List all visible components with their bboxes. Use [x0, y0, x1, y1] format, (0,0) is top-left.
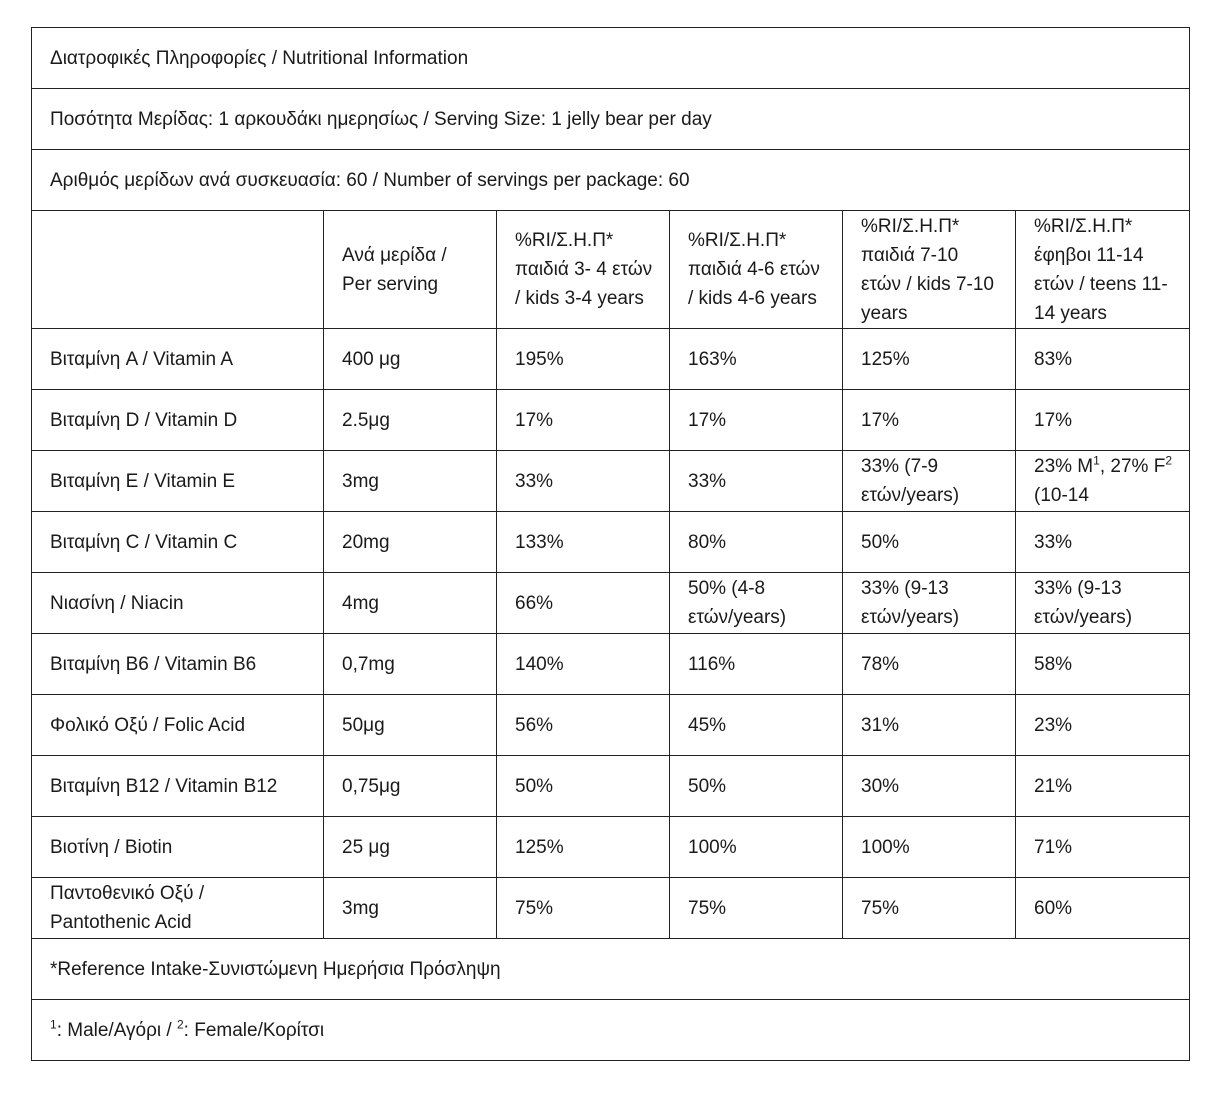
nutrient-name: Βιταμίνη E / Vitamin E [32, 451, 324, 512]
table-row [32, 573, 1190, 634]
ri-kids-3-4: 140% [497, 634, 670, 695]
ri-kids-4-6: 50% (4-8 ετών/years) [670, 573, 843, 634]
footnote [32, 1000, 1190, 1061]
per-serving-value: 3mg [324, 451, 497, 512]
per-serving-value: 3mg [324, 878, 497, 939]
nutrient-name: Φολικό Οξύ / Folic Acid [32, 695, 324, 756]
ri-kids-4-6: 75% [670, 878, 843, 939]
ri-teens-11-14: 33% [1016, 512, 1190, 573]
ri-kids-7-10: 31% [843, 695, 1016, 756]
nutrient-name: Βιταμίνη C / Vitamin C [32, 512, 324, 573]
reference-note-row [32, 939, 1190, 1000]
header-cell-kids-4-6: %RI/Σ.Η.Π* παιδιά 4-6 ετών / kids 4-6 years [670, 211, 843, 329]
ri-kids-4-6: 163% [670, 329, 843, 390]
ri-teens-11-14: 58% [1016, 634, 1190, 695]
serving-size-row [32, 89, 1190, 150]
ri-kids-3-4: 17% [497, 390, 670, 451]
title-row [32, 28, 1190, 89]
ri-kids-3-4: 133% [497, 512, 670, 573]
ri-kids-7-10: 17% [843, 390, 1016, 451]
ri-teens-11-14: 21% [1016, 756, 1190, 817]
ri-teens-part2: , 27% F [1099, 456, 1166, 477]
ri-kids-4-6: 33% [670, 451, 843, 512]
ri-teens-part1: 23% M [1034, 456, 1094, 477]
table-row [32, 756, 1190, 817]
ri-teens-11-14: 60% [1016, 878, 1190, 939]
ri-teens-11-14 [1016, 451, 1190, 512]
table-title: Διατροφικές Πληροφορίες / Nutritional Information [32, 28, 1190, 89]
ri-teens-11-14: 23% [1016, 695, 1190, 756]
ri-kids-4-6: 50% [670, 756, 843, 817]
ri-kids-7-10: 75% [843, 878, 1016, 939]
ri-kids-3-4: 33% [497, 451, 670, 512]
footnote-male: : Male/Αγόρι / [56, 1019, 177, 1041]
ri-teens-part3: (10-14 [1034, 485, 1089, 506]
ri-kids-4-6: 80% [670, 512, 843, 573]
per-serving-value: 0,7mg [324, 634, 497, 695]
ri-kids-7-10: 50% [843, 512, 1016, 573]
ri-kids-7-10: 33% (9-13 ετών/years) [843, 573, 1016, 634]
ri-kids-3-4: 195% [497, 329, 670, 390]
footnote-female: : Female/Κορίτσι [183, 1019, 325, 1041]
ri-kids-4-6: 116% [670, 634, 843, 695]
per-serving-value: 2.5μg [324, 390, 497, 451]
table-row [32, 329, 1190, 390]
header-cell-teens-11-14: %RI/Σ.Η.Π* έφηβοι 11-14 ετών / teens 11-14 years [1016, 211, 1190, 329]
header-cell-kids-7-10: %RI/Σ.Η.Π* παιδιά 7-10 ετών / kids 7-10 years [843, 211, 1016, 329]
reference-note: *Reference Intake-Συνιστώμενη Ημερήσια Πρόσληψη [32, 939, 1190, 1000]
ri-kids-7-10: 33% (7-9 ετών/years) [843, 451, 1016, 512]
nutrient-name: Βιταμίνη D / Vitamin D [32, 390, 324, 451]
nutrient-name: Νιασίνη / Niacin [32, 573, 324, 634]
table-row [32, 817, 1190, 878]
header-cell-kids-3-4: %RI/Σ.Η.Π* παιδιά 3- 4 ετών / kids 3-4 years [497, 211, 670, 329]
ri-kids-7-10: 78% [843, 634, 1016, 695]
ri-teens-11-14: 33% (9-13 ετών/years) [1016, 573, 1190, 634]
ri-kids-3-4: 75% [497, 878, 670, 939]
per-serving-value: 0,75μg [324, 756, 497, 817]
nutrition-table [31, 27, 1190, 1061]
ri-teens-11-14: 71% [1016, 817, 1190, 878]
nutrient-name: Βιταμίνη A / Vitamin A [32, 329, 324, 390]
ri-kids-3-4: 50% [497, 756, 670, 817]
ri-kids-7-10: 125% [843, 329, 1016, 390]
servings-per-package: Αριθμός μερίδων ανά συσκευασία: 60 / Number of servings per package: 60 [32, 150, 1190, 211]
per-serving-value: 20mg [324, 512, 497, 573]
per-serving-value: 4mg [324, 573, 497, 634]
ri-kids-4-6: 100% [670, 817, 843, 878]
table-row [32, 634, 1190, 695]
footnote-superscript-2: 2 [176, 1017, 184, 1032]
ri-kids-4-6: 17% [670, 390, 843, 451]
table-row [32, 878, 1190, 939]
ri-teens-11-14: 17% [1016, 390, 1190, 451]
per-serving-value: 25 μg [324, 817, 497, 878]
table-row [32, 390, 1190, 451]
table-row [32, 451, 1190, 512]
footnote-superscript-1: 1 [50, 1017, 57, 1032]
nutrient-name: Βιοτίνη / Biotin [32, 817, 324, 878]
nutrient-name: Βιταμίνη B12 / Vitamin B12 [32, 756, 324, 817]
ri-teens-11-14: 83% [1016, 329, 1190, 390]
ri-kids-4-6: 45% [670, 695, 843, 756]
per-serving-value: 50μg [324, 695, 497, 756]
ri-kids-3-4: 125% [497, 817, 670, 878]
table-row [32, 512, 1190, 573]
ri-kids-7-10: 30% [843, 756, 1016, 817]
servings-per-package-row [32, 150, 1190, 211]
ri-kids-3-4: 66% [497, 573, 670, 634]
header-cell-per-serving: Ανά μερίδα / Per serving [324, 211, 497, 329]
nutrient-name: Βιταμίνη B6 / Vitamin B6 [32, 634, 324, 695]
nutrient-name: Παντοθενικό Οξύ / Pantothenic Acid [32, 878, 324, 939]
ri-kids-3-4: 56% [497, 695, 670, 756]
footnote-row [32, 1000, 1190, 1061]
ri-kids-7-10: 100% [843, 817, 1016, 878]
superscript-2: 2 [1165, 453, 1172, 468]
per-serving-value: 400 μg [324, 329, 497, 390]
table-row [32, 695, 1190, 756]
superscript-1: 1 [1093, 453, 1100, 468]
header-row [32, 211, 1190, 329]
header-cell-empty [32, 211, 324, 329]
serving-size: Ποσότητα Μερίδας: 1 αρκουδάκι ημερησίως / Serving Size: 1 jelly bear per day [32, 89, 1190, 150]
